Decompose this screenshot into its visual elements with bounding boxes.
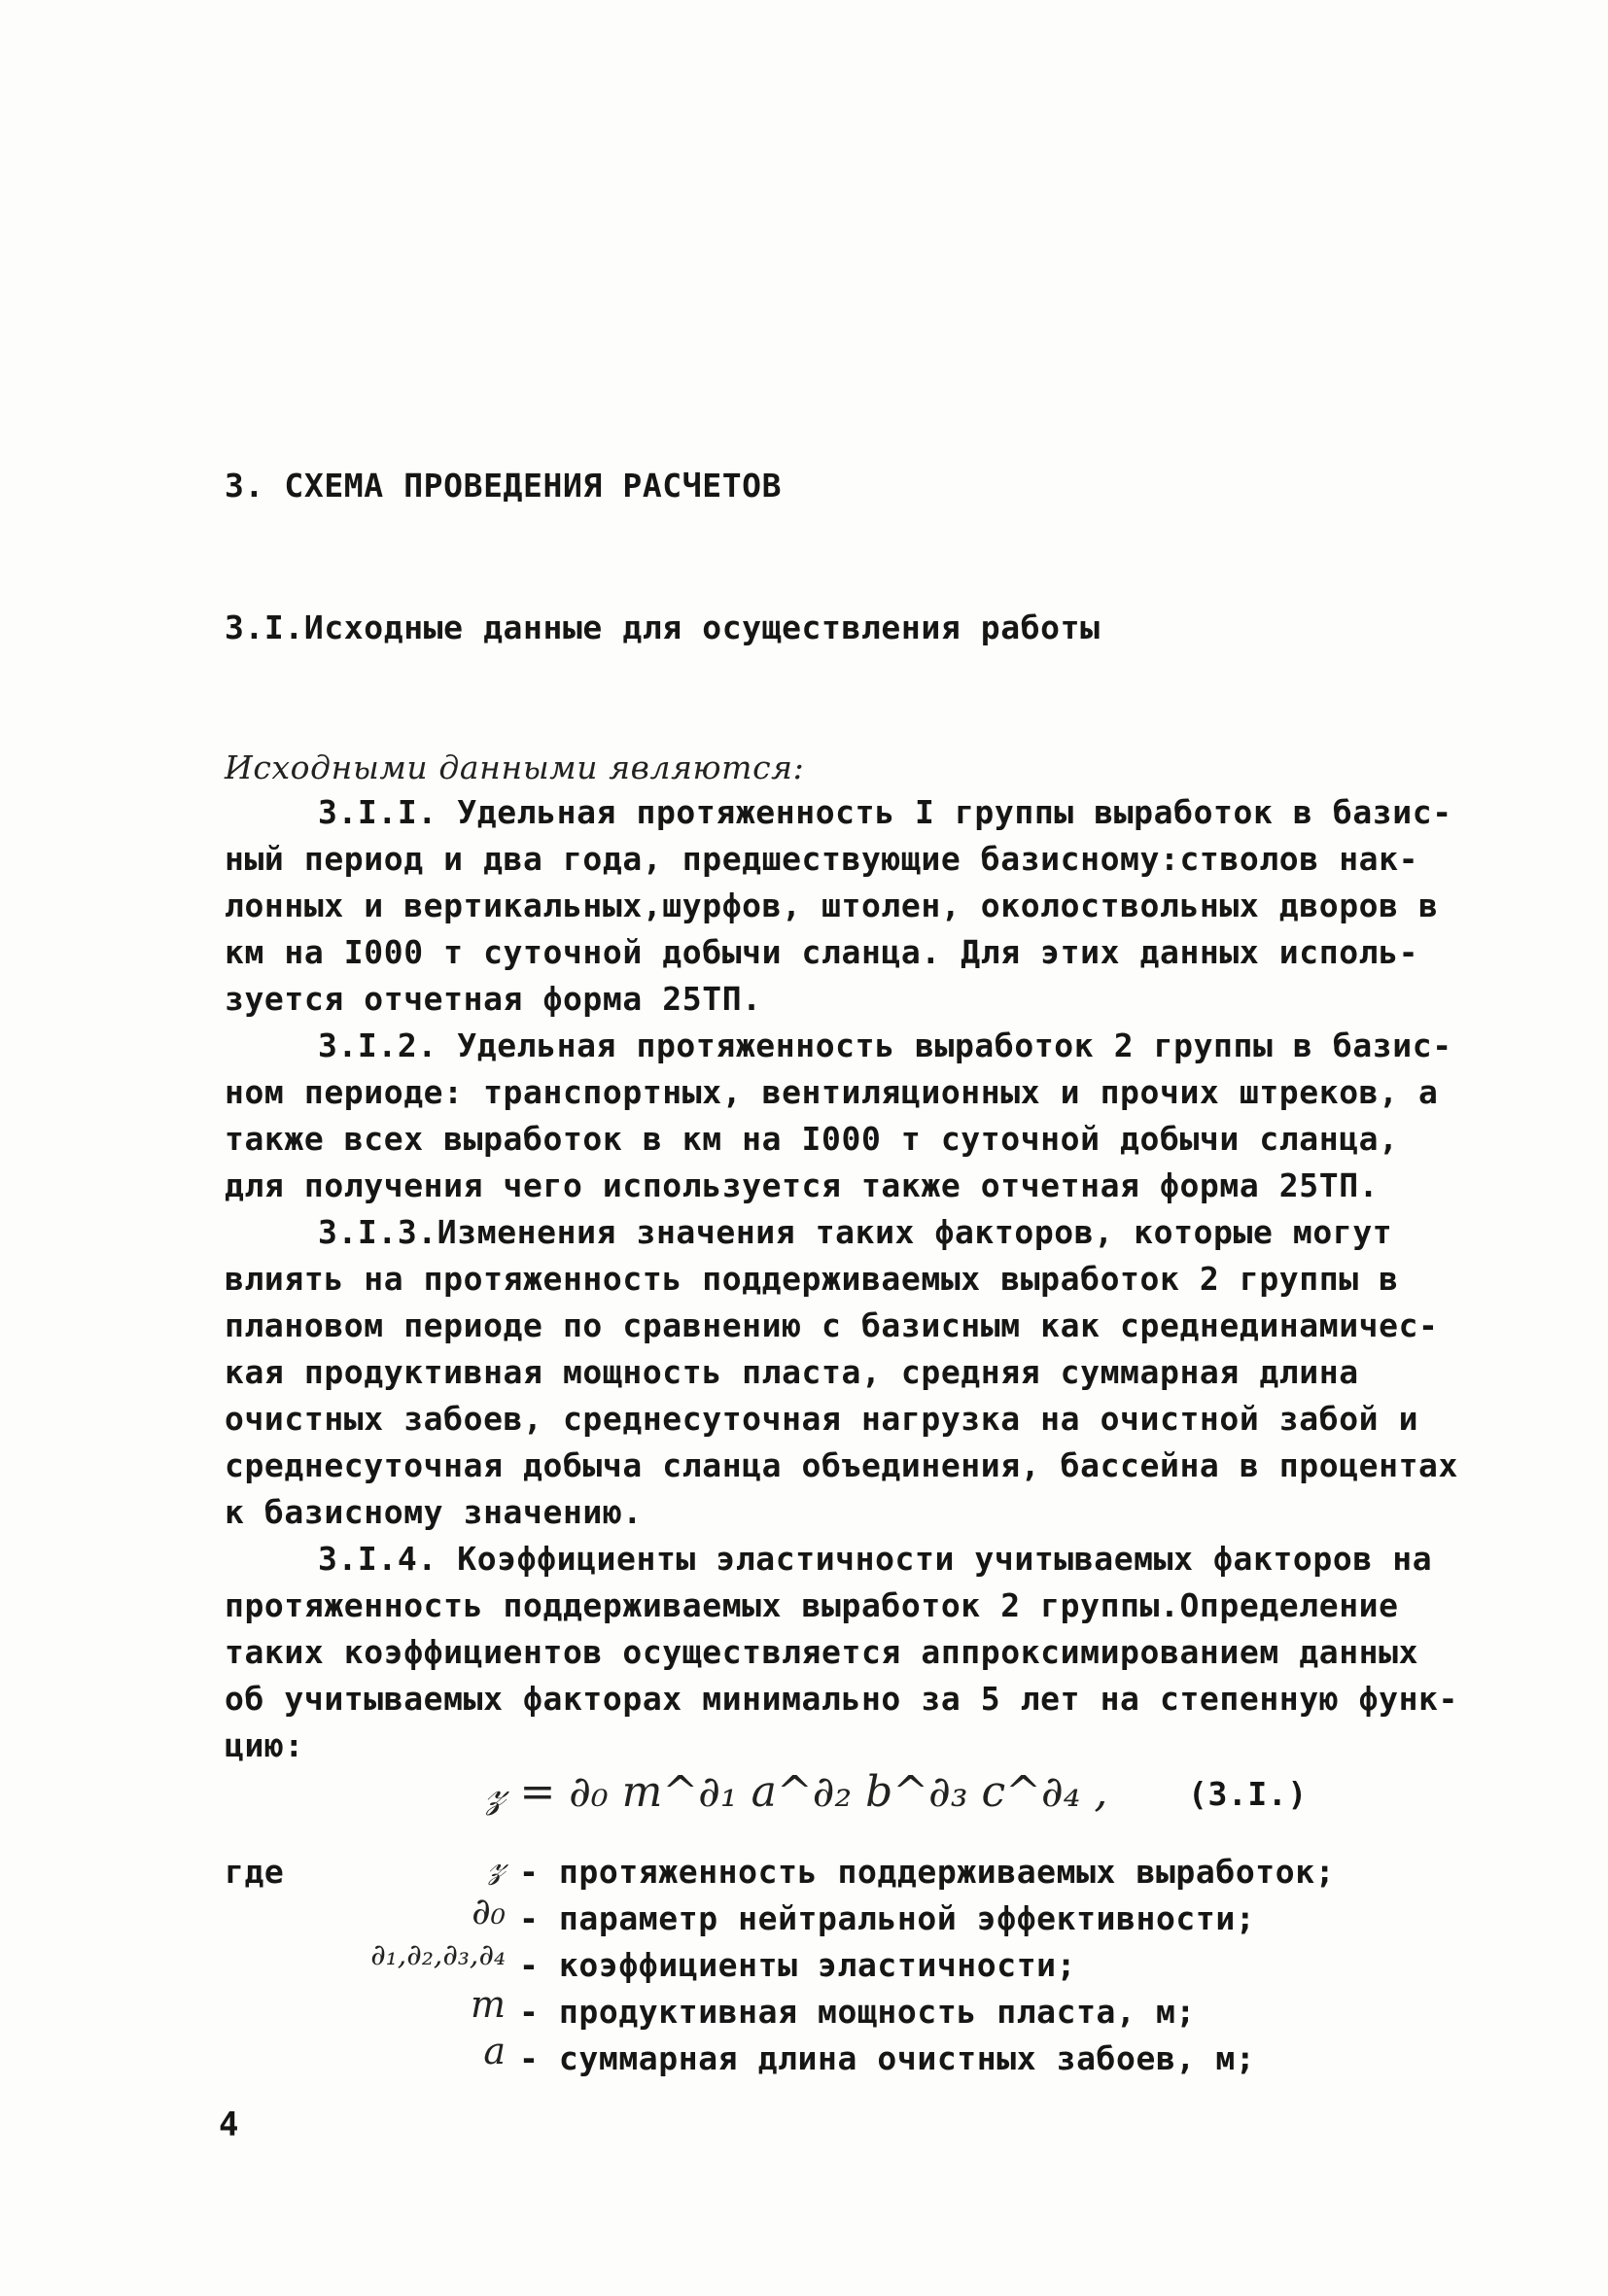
def-4-symbol: m (470, 1983, 506, 2026)
def-1-text: - протяженность поддерживаемых выработок; (519, 1853, 1336, 1891)
subsection-title: 3.I.Исходные данные для осуществления работы (225, 609, 1101, 646)
para-2-line-3: также всех выработок в км на I000 т суточной добычи сланца, (225, 1120, 1399, 1158)
formula: 𝓏 = ∂₀ m^∂₁ a^∂₂ b^∂₃ c^∂₄ , (486, 1767, 1108, 1817)
def-2-text: - параметр нейтральной эффективности; (519, 1899, 1256, 1937)
para-3-line-5: очистных забоев, среднесуточная нагрузка на очистной забой и (225, 1400, 1419, 1438)
para-3-line-7: к базисному значению. (225, 1493, 643, 1531)
page-number: 4 (219, 2105, 239, 2144)
section-title: 3. СХЕМА ПРОВЕДЕНИЯ РАСЧЕТОВ (225, 467, 783, 504)
para-4-line-4: об учитываемых факторах минимально за 5 лет на степенную функ- (225, 1680, 1458, 1718)
def-3-text: - коэффициенты эластичности; (519, 1946, 1077, 1984)
intro-line: Исходными данными являются: (225, 748, 805, 786)
where-label: где (225, 1853, 285, 1891)
para-1-line-3: лонных и вертикальных,шурфов, штолен, околоствольных дворов в (225, 887, 1439, 924)
para-1-line-1: 3.I.I. Удельная протяженность I группы выработок в базис- (318, 793, 1452, 831)
para-1-line-5: зуется отчетная форма 25ТП. (225, 980, 762, 1018)
para-2-line-2: ном периоде: транспортных, вентиляционных и прочих штреков, а (225, 1073, 1439, 1111)
para-1-line-4: км на I000 т суточной добычи сланца. Для этих данных исполь- (225, 933, 1419, 971)
para-3-line-6: среднесуточная добыча сланца объединения, бассейна в процентах (225, 1446, 1458, 1484)
para-4-line-3: таких коэффициентов осуществляется аппроксимированием данных (225, 1633, 1419, 1671)
def-1-symbol: 𝓏 (488, 1843, 506, 1886)
para-2-line-4: для получения чего используется также отчетная форма 25ТП. (225, 1166, 1380, 1204)
para-1-line-2: ный период и два года, предшествующие базисному:стволов нак- (225, 840, 1419, 878)
para-3-line-2: влиять на протяженность поддерживаемых выработок 2 группы в (225, 1260, 1399, 1298)
def-2-symbol: ∂₀ (472, 1890, 506, 1932)
def-5-symbol: a (483, 2030, 506, 2072)
def-5-text: - суммарная длина очистных забоев, м; (519, 2039, 1256, 2077)
para-4-line-5: цию: (225, 1726, 304, 1764)
para-3-line-1: 3.I.3.Изменения значения таких факторов, которые могут (318, 1213, 1393, 1251)
def-3-symbol: ∂₁,∂₂,∂₃,∂₄ (370, 1938, 506, 1972)
formula-number: (3.I.) (1188, 1775, 1308, 1813)
para-4-line-2: протяженность поддерживаемых выработок 2 группы.Определение (225, 1586, 1399, 1624)
def-4-text: - продуктивная мощность пласта, м; (519, 1993, 1196, 2031)
para-2-line-1: 3.I.2. Удельная протяженность выработок 2 группы в базис- (318, 1026, 1452, 1064)
para-4-line-1: 3.I.4. Коэффициенты эластичности учитываемых факторов на (318, 1540, 1433, 1578)
para-3-line-4: кая продуктивная мощность пласта, средняя суммарная длина (225, 1353, 1359, 1391)
para-3-line-3: плановом периоде по сравнению с базисным как среднединамичес- (225, 1306, 1439, 1344)
